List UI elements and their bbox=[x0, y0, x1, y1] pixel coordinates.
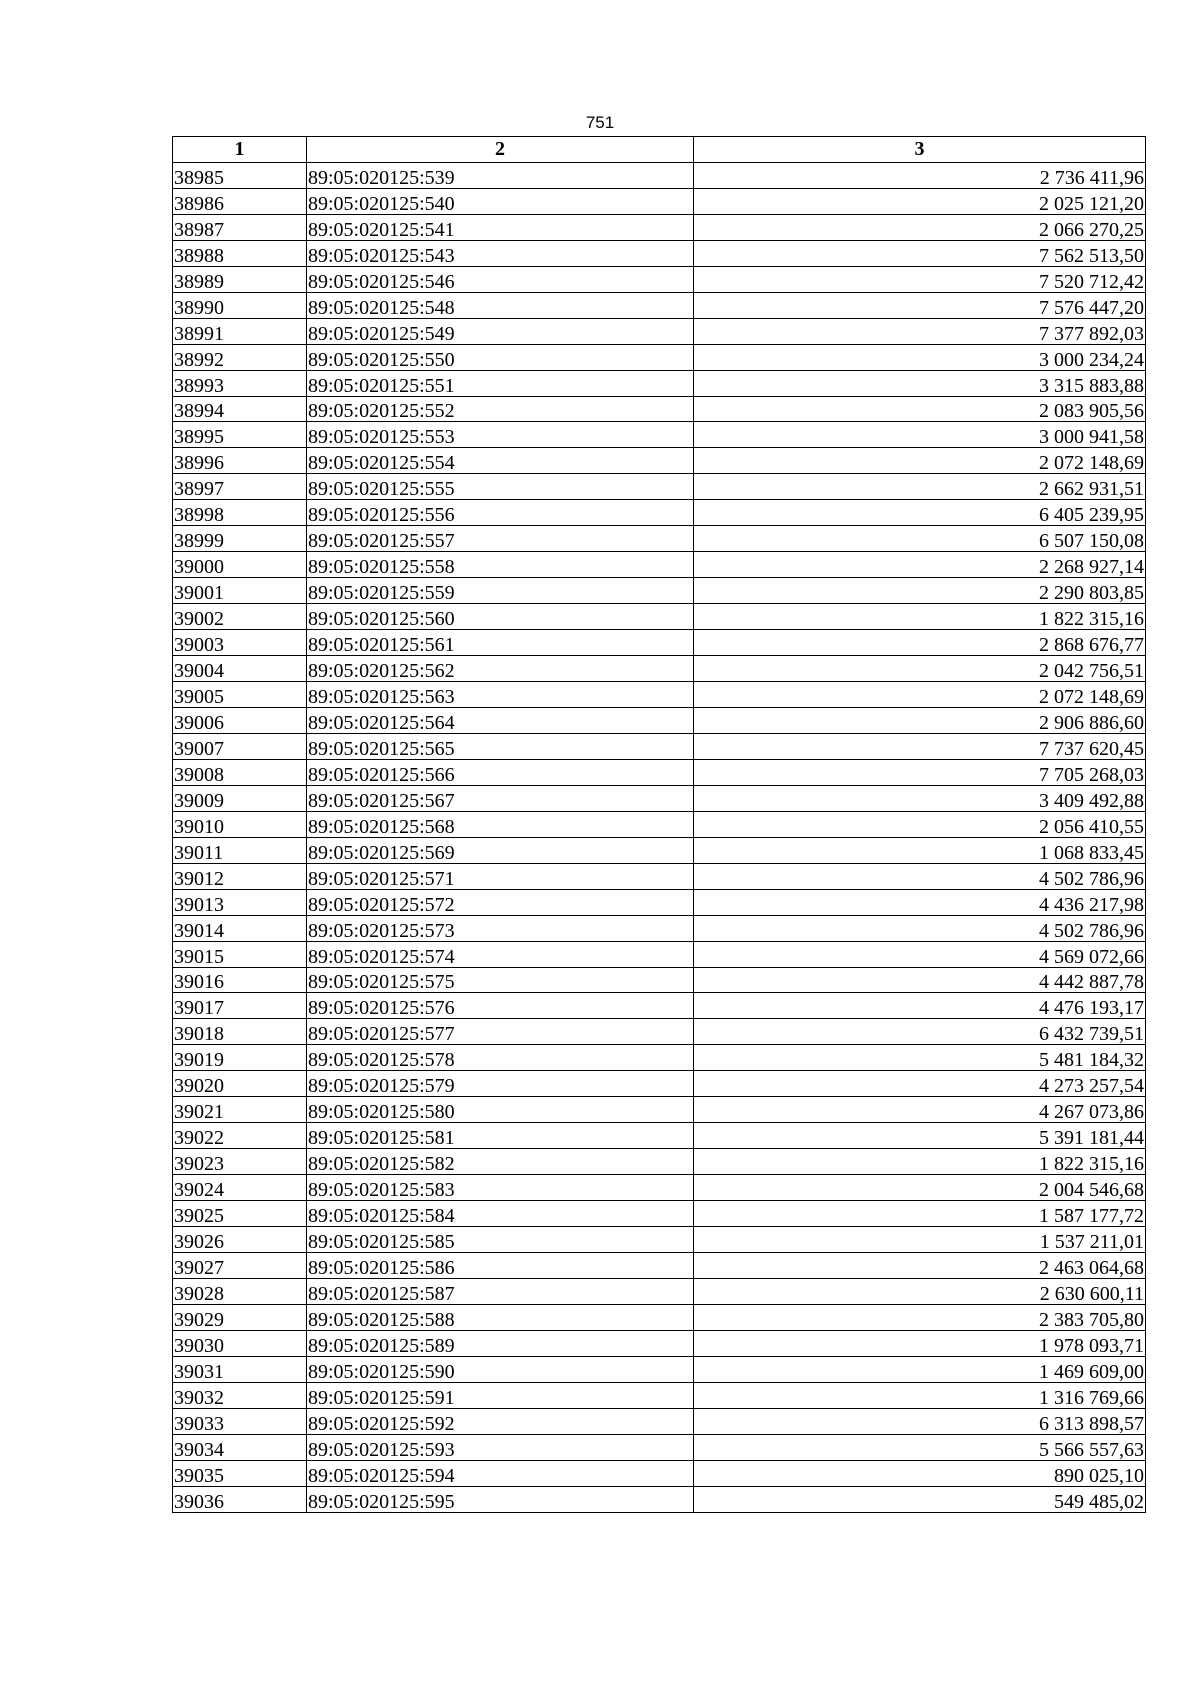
table-row bbox=[173, 448, 1146, 474]
cadastral-value-cell: 890 025,10 bbox=[694, 1460, 1146, 1486]
header-row bbox=[173, 137, 1146, 163]
table-row bbox=[173, 1278, 1146, 1304]
table-row bbox=[173, 214, 1146, 240]
row-number-cell: 39021 bbox=[173, 1097, 307, 1123]
cadastral-number-cell: 89:05:020125:563 bbox=[307, 682, 694, 708]
table-row bbox=[173, 604, 1146, 630]
cadastral-value-cell: 4 267 073,86 bbox=[694, 1097, 1146, 1123]
table-row bbox=[173, 1486, 1146, 1512]
cadastral-number-cell: 89:05:020125:567 bbox=[307, 785, 694, 811]
table-row bbox=[173, 162, 1146, 188]
cadastral-number-cell: 89:05:020125:571 bbox=[307, 863, 694, 889]
cadastral-number-cell: 89:05:020125:595 bbox=[307, 1486, 694, 1512]
table-row bbox=[173, 1149, 1146, 1175]
cadastral-number-cell: 89:05:020125:549 bbox=[307, 318, 694, 344]
row-number-cell: 39035 bbox=[173, 1460, 307, 1486]
cadastral-value-cell: 5 566 557,63 bbox=[694, 1434, 1146, 1460]
table-row bbox=[173, 682, 1146, 708]
page-number: 751 bbox=[585, 113, 615, 132]
row-number-cell: 38988 bbox=[173, 240, 307, 266]
row-number-cell: 39032 bbox=[173, 1382, 307, 1408]
cadastral-number-cell: 89:05:020125:554 bbox=[307, 448, 694, 474]
cadastral-number-cell: 89:05:020125:561 bbox=[307, 630, 694, 656]
cadastral-value-cell: 4 569 072,66 bbox=[694, 941, 1146, 967]
cadastral-value-cell: 2 066 270,25 bbox=[694, 214, 1146, 240]
cadastral-number-cell: 89:05:020125:593 bbox=[307, 1434, 694, 1460]
cadastral-value-cell: 2 025 121,20 bbox=[694, 188, 1146, 214]
cadastral-value-cell: 1 469 609,00 bbox=[694, 1356, 1146, 1382]
table-row bbox=[173, 811, 1146, 837]
row-number-cell: 38998 bbox=[173, 500, 307, 526]
row-number-cell: 38999 bbox=[173, 526, 307, 552]
cadastral-number-cell: 89:05:020125:560 bbox=[307, 604, 694, 630]
row-number-cell: 38985 bbox=[173, 162, 307, 188]
table-row bbox=[173, 863, 1146, 889]
table-row bbox=[173, 967, 1146, 993]
row-number-cell: 39007 bbox=[173, 733, 307, 759]
table-row bbox=[173, 552, 1146, 578]
cadastral-number-cell: 89:05:020125:565 bbox=[307, 733, 694, 759]
cadastral-value-cell: 1 822 315,16 bbox=[694, 604, 1146, 630]
row-number-cell: 38994 bbox=[173, 396, 307, 422]
table-row bbox=[173, 941, 1146, 967]
table-row bbox=[173, 1201, 1146, 1227]
table-row bbox=[173, 630, 1146, 656]
table-row bbox=[173, 1227, 1146, 1253]
table-row bbox=[173, 292, 1146, 318]
row-number-cell: 39018 bbox=[173, 1019, 307, 1045]
cadastral-number-cell: 89:05:020125:556 bbox=[307, 500, 694, 526]
cadastral-number-cell: 89:05:020125:586 bbox=[307, 1252, 694, 1278]
table-row bbox=[173, 889, 1146, 915]
cadastral-value-cell: 2 042 756,51 bbox=[694, 656, 1146, 682]
row-number-cell: 39012 bbox=[173, 863, 307, 889]
cadastral-number-cell: 89:05:020125:585 bbox=[307, 1227, 694, 1253]
cadastral-value-cell: 2 004 546,68 bbox=[694, 1175, 1146, 1201]
cadastral-number-cell: 89:05:020125:566 bbox=[307, 759, 694, 785]
table-row bbox=[173, 785, 1146, 811]
cadastral-value-cell: 2 736 411,96 bbox=[694, 162, 1146, 188]
cadastral-value-cell: 3 000 234,24 bbox=[694, 344, 1146, 370]
table-row bbox=[173, 1045, 1146, 1071]
row-number-cell: 39004 bbox=[173, 656, 307, 682]
row-number-cell: 39019 bbox=[173, 1045, 307, 1071]
cadastral-number-cell: 89:05:020125:548 bbox=[307, 292, 694, 318]
table-row bbox=[173, 1408, 1146, 1434]
cadastral-value-cell: 2 072 148,69 bbox=[694, 682, 1146, 708]
table-row bbox=[173, 318, 1146, 344]
row-number-cell: 39010 bbox=[173, 811, 307, 837]
column-header-number: 1 bbox=[173, 137, 307, 163]
table-body bbox=[173, 162, 1146, 1512]
table-row bbox=[173, 396, 1146, 422]
cadastral-value-cell: 6 313 898,57 bbox=[694, 1408, 1146, 1434]
row-number-cell: 39030 bbox=[173, 1330, 307, 1356]
cadastral-number-cell: 89:05:020125:590 bbox=[307, 1356, 694, 1382]
row-number-cell: 38995 bbox=[173, 422, 307, 448]
table-row bbox=[173, 1071, 1146, 1097]
row-number-cell: 39036 bbox=[173, 1486, 307, 1512]
cadastral-value-cell: 7 737 620,45 bbox=[694, 733, 1146, 759]
cadastral-number-cell: 89:05:020125:562 bbox=[307, 656, 694, 682]
cadastral-number-cell: 89:05:020125:584 bbox=[307, 1201, 694, 1227]
cadastral-value-cell: 2 868 676,77 bbox=[694, 630, 1146, 656]
cadastral-value-cell: 4 476 193,17 bbox=[694, 993, 1146, 1019]
row-number-cell: 39027 bbox=[173, 1252, 307, 1278]
table-row bbox=[173, 1252, 1146, 1278]
cadastral-number-cell: 89:05:020125:573 bbox=[307, 915, 694, 941]
cadastral-value-cell: 549 485,02 bbox=[694, 1486, 1146, 1512]
table-row bbox=[173, 1330, 1146, 1356]
cadastral-number-cell: 89:05:020125:569 bbox=[307, 837, 694, 863]
cadastral-value-cell: 2 268 927,14 bbox=[694, 552, 1146, 578]
table-row bbox=[173, 656, 1146, 682]
cadastral-number-cell: 89:05:020125:546 bbox=[307, 266, 694, 292]
cadastral-number-cell: 89:05:020125:575 bbox=[307, 967, 694, 993]
cadastral-value-cell: 6 432 739,51 bbox=[694, 1019, 1146, 1045]
table-row bbox=[173, 1460, 1146, 1486]
cadastral-value-cell: 2 662 931,51 bbox=[694, 474, 1146, 500]
row-number-cell: 39033 bbox=[173, 1408, 307, 1434]
cadastral-number-cell: 89:05:020125:589 bbox=[307, 1330, 694, 1356]
row-number-cell: 39028 bbox=[173, 1278, 307, 1304]
cadastral-number-cell: 89:05:020125:594 bbox=[307, 1460, 694, 1486]
row-number-cell: 39031 bbox=[173, 1356, 307, 1382]
cadastral-number-cell: 89:05:020125:591 bbox=[307, 1382, 694, 1408]
row-number-cell: 39022 bbox=[173, 1123, 307, 1149]
table-row bbox=[173, 1123, 1146, 1149]
cadastral-value-cell: 5 391 181,44 bbox=[694, 1123, 1146, 1149]
table-row bbox=[173, 1304, 1146, 1330]
cadastral-value-cell: 6 507 150,08 bbox=[694, 526, 1146, 552]
row-number-cell: 39000 bbox=[173, 552, 307, 578]
table-row bbox=[173, 915, 1146, 941]
table-row bbox=[173, 993, 1146, 1019]
row-number-cell: 39034 bbox=[173, 1434, 307, 1460]
row-number-cell: 38989 bbox=[173, 266, 307, 292]
table-row bbox=[173, 1382, 1146, 1408]
cadastral-number-cell: 89:05:020125:577 bbox=[307, 1019, 694, 1045]
cadastral-number-cell: 89:05:020125:558 bbox=[307, 552, 694, 578]
cadastral-number-cell: 89:05:020125:583 bbox=[307, 1175, 694, 1201]
cadastral-number-cell: 89:05:020125:555 bbox=[307, 474, 694, 500]
cadastral-value-cell: 2 072 148,69 bbox=[694, 448, 1146, 474]
cadastral-number-cell: 89:05:020125:580 bbox=[307, 1097, 694, 1123]
table-row bbox=[173, 422, 1146, 448]
cadastral-value-cell: 2 906 886,60 bbox=[694, 707, 1146, 733]
table-row bbox=[173, 344, 1146, 370]
table-row bbox=[173, 474, 1146, 500]
cadastral-value-cell: 5 481 184,32 bbox=[694, 1045, 1146, 1071]
row-number-cell: 38986 bbox=[173, 188, 307, 214]
cadastral-number-cell: 89:05:020125:578 bbox=[307, 1045, 694, 1071]
cadastral-number-cell: 89:05:020125:579 bbox=[307, 1071, 694, 1097]
cadastral-number-cell: 89:05:020125:592 bbox=[307, 1408, 694, 1434]
row-number-cell: 39017 bbox=[173, 993, 307, 1019]
cadastral-number-cell: 89:05:020125:581 bbox=[307, 1123, 694, 1149]
table-row bbox=[173, 1175, 1146, 1201]
table-row bbox=[173, 837, 1146, 863]
cadastral-value-cell: 7 520 712,42 bbox=[694, 266, 1146, 292]
cadastral-value-cell: 3 315 883,88 bbox=[694, 370, 1146, 396]
cadastral-value-cell: 4 502 786,96 bbox=[694, 915, 1146, 941]
row-number-cell: 38993 bbox=[173, 370, 307, 396]
cadastral-value-cell: 6 405 239,95 bbox=[694, 500, 1146, 526]
table-row bbox=[173, 526, 1146, 552]
table-row bbox=[173, 759, 1146, 785]
cadastral-number-cell: 89:05:020125:551 bbox=[307, 370, 694, 396]
row-number-cell: 39001 bbox=[173, 578, 307, 604]
cadastral-number-cell: 89:05:020125:550 bbox=[307, 344, 694, 370]
cadastral-number-cell: 89:05:020125:553 bbox=[307, 422, 694, 448]
row-number-cell: 39020 bbox=[173, 1071, 307, 1097]
table-row bbox=[173, 1356, 1146, 1382]
row-number-cell: 38987 bbox=[173, 214, 307, 240]
table-row bbox=[173, 1434, 1146, 1460]
table-row bbox=[173, 500, 1146, 526]
row-number-cell: 38991 bbox=[173, 318, 307, 344]
row-number-cell: 39023 bbox=[173, 1149, 307, 1175]
table-row bbox=[173, 240, 1146, 266]
cadastral-number-cell: 89:05:020125:574 bbox=[307, 941, 694, 967]
cadastral-number-cell: 89:05:020125:543 bbox=[307, 240, 694, 266]
table-row bbox=[173, 370, 1146, 396]
cadastral-number-cell: 89:05:020125:552 bbox=[307, 396, 694, 422]
table-row bbox=[173, 188, 1146, 214]
cadastral-value-cell: 4 502 786,96 bbox=[694, 863, 1146, 889]
cadastral-value-cell: 1 978 093,71 bbox=[694, 1330, 1146, 1356]
cadastral-number-cell: 89:05:020125:564 bbox=[307, 707, 694, 733]
cadastral-value-cell: 7 705 268,03 bbox=[694, 759, 1146, 785]
cadastral-value-cell: 3 409 492,88 bbox=[694, 785, 1146, 811]
cadastral-value-cell: 2 083 905,56 bbox=[694, 396, 1146, 422]
cadastral-number-cell: 89:05:020125:540 bbox=[307, 188, 694, 214]
row-number-cell: 39016 bbox=[173, 967, 307, 993]
row-number-cell: 38996 bbox=[173, 448, 307, 474]
cadastral-value-cell: 7 576 447,20 bbox=[694, 292, 1146, 318]
cadastral-number-cell: 89:05:020125:568 bbox=[307, 811, 694, 837]
cadastral-value-cell: 3 000 941,58 bbox=[694, 422, 1146, 448]
table-header bbox=[173, 137, 1146, 163]
cadastral-value-cell: 4 442 887,78 bbox=[694, 967, 1146, 993]
row-number-cell: 39026 bbox=[173, 1227, 307, 1253]
row-number-cell: 39009 bbox=[173, 785, 307, 811]
cadastral-number-cell: 89:05:020125:587 bbox=[307, 1278, 694, 1304]
table-row bbox=[173, 1019, 1146, 1045]
row-number-cell: 39013 bbox=[173, 889, 307, 915]
cadastral-number-cell: 89:05:020125:559 bbox=[307, 578, 694, 604]
row-number-cell: 38997 bbox=[173, 474, 307, 500]
cadastral-value-cell: 7 377 892,03 bbox=[694, 318, 1146, 344]
row-number-cell: 38992 bbox=[173, 344, 307, 370]
table-row bbox=[173, 733, 1146, 759]
column-header-cadastral-number: 2 bbox=[307, 137, 694, 163]
cadastral-value-cell: 1 822 315,16 bbox=[694, 1149, 1146, 1175]
cadastral-value-cell: 1 587 177,72 bbox=[694, 1201, 1146, 1227]
table-row bbox=[173, 266, 1146, 292]
cadastral-number-cell: 89:05:020125:576 bbox=[307, 993, 694, 1019]
cadastral-number-cell: 89:05:020125:539 bbox=[307, 162, 694, 188]
row-number-cell: 39011 bbox=[173, 837, 307, 863]
table-row bbox=[173, 707, 1146, 733]
row-number-cell: 39014 bbox=[173, 915, 307, 941]
row-number-cell: 39008 bbox=[173, 759, 307, 785]
cadastral-value-cell: 1 068 833,45 bbox=[694, 837, 1146, 863]
row-number-cell: 39024 bbox=[173, 1175, 307, 1201]
table-row bbox=[173, 578, 1146, 604]
cadastral-value-cell: 2 290 803,85 bbox=[694, 578, 1146, 604]
row-number-cell: 39025 bbox=[173, 1201, 307, 1227]
cadastral-value-table bbox=[172, 136, 1146, 1513]
cadastral-value-cell: 4 436 217,98 bbox=[694, 889, 1146, 915]
cadastral-number-cell: 89:05:020125:557 bbox=[307, 526, 694, 552]
row-number-cell: 38990 bbox=[173, 292, 307, 318]
cadastral-number-cell: 89:05:020125:582 bbox=[307, 1149, 694, 1175]
cadastral-number-cell: 89:05:020125:588 bbox=[307, 1304, 694, 1330]
table-row bbox=[173, 1097, 1146, 1123]
column-header-value: 3 bbox=[694, 137, 1146, 163]
cadastral-value-cell: 2 630 600,11 bbox=[694, 1278, 1146, 1304]
row-number-cell: 39005 bbox=[173, 682, 307, 708]
cadastral-value-cell: 7 562 513,50 bbox=[694, 240, 1146, 266]
row-number-cell: 39006 bbox=[173, 707, 307, 733]
cadastral-value-cell: 2 463 064,68 bbox=[694, 1252, 1146, 1278]
row-number-cell: 39003 bbox=[173, 630, 307, 656]
cadastral-value-cell: 4 273 257,54 bbox=[694, 1071, 1146, 1097]
cadastral-value-cell: 2 056 410,55 bbox=[694, 811, 1146, 837]
cadastral-value-cell: 1 537 211,01 bbox=[694, 1227, 1146, 1253]
cadastral-value-cell: 2 383 705,80 bbox=[694, 1304, 1146, 1330]
row-number-cell: 39002 bbox=[173, 604, 307, 630]
cadastral-number-cell: 89:05:020125:541 bbox=[307, 214, 694, 240]
row-number-cell: 39015 bbox=[173, 941, 307, 967]
row-number-cell: 39029 bbox=[173, 1304, 307, 1330]
cadastral-value-cell: 1 316 769,66 bbox=[694, 1382, 1146, 1408]
cadastral-number-cell: 89:05:020125:572 bbox=[307, 889, 694, 915]
